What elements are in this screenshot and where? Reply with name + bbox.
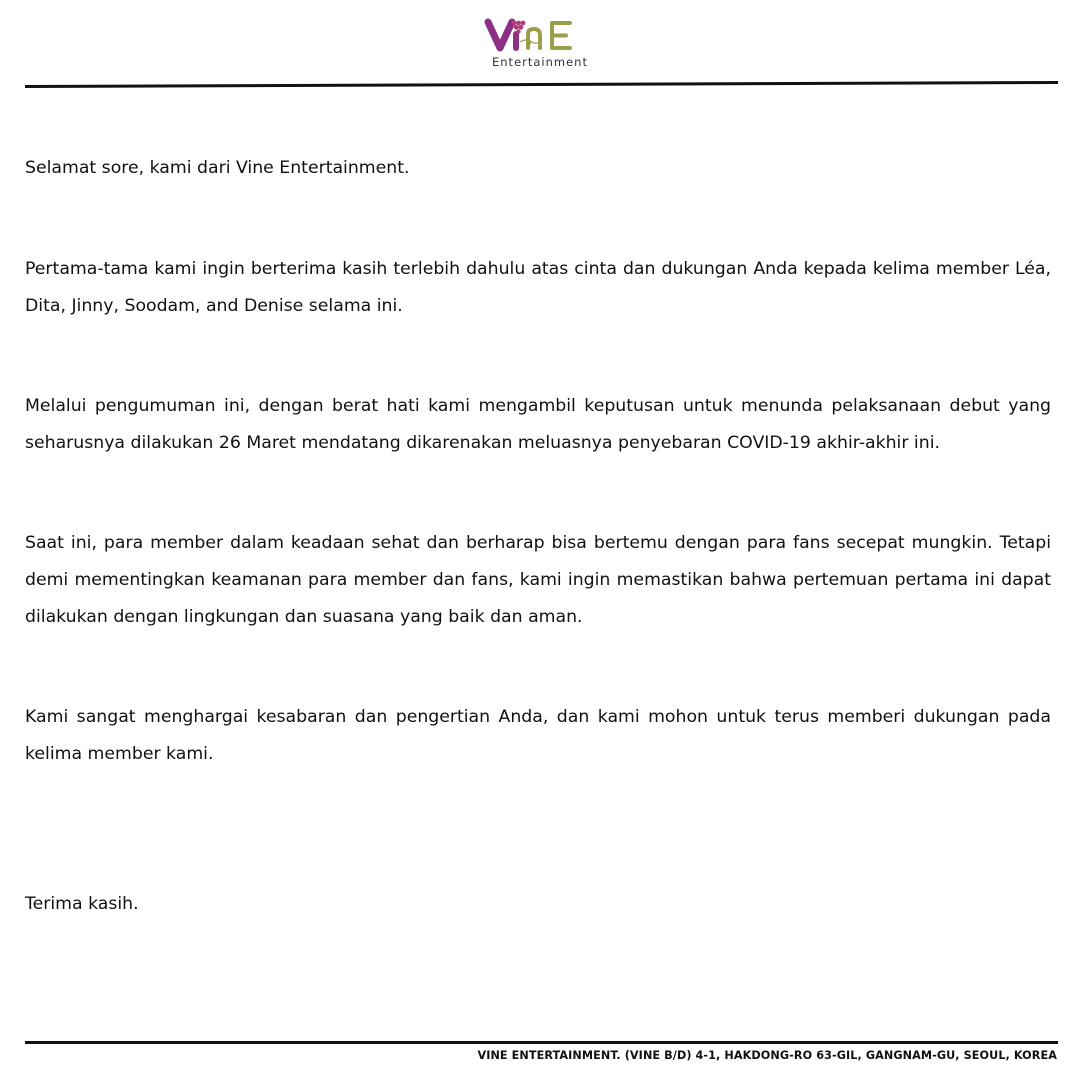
header-divider [25, 81, 1058, 88]
letterhead [0, 0, 1080, 90]
paragraph-support: Kami sangat menghargai kesabaran dan pengertian Anda, dan kami mohon untuk terus memberi dukungan pada kelima member kami. [25, 707, 1051, 764]
logo-subtitle: Entertainment [492, 55, 588, 69]
paragraph-thanks: Pertama-tama kami ingin berterima kasih terlebih dahulu atas cinta dan dukungan Anda kepada kelima member Léa, Dita, Jinny, Soodam, and Denise selama ini. [25, 259, 1051, 316]
closing: Terima kasih. [25, 894, 139, 914]
paragraph-safety: Saat ini, para member dalam keadaan sehat dan berharap bisa bertemu dengan para fans secepat mungkin. Tetapi demi mementingkan keamanan para member dan fans, kami ingin memastikan bahwa pertemuan pertama ini dapat dilakukan dengan lingkungan dan suasana yang baik dan aman. [25, 533, 1051, 627]
footer-address: VINE ENTERTAINMENT. (VINE B/D) 4-1, HAKDONG-RO 63-GIL, GANGNAM-GU, SEOUL, KOREA [477, 1049, 1057, 1062]
paragraph-postponement: Melalui pengumuman ini, dengan berat hati kami mengambil keputusan untuk menunda pelaksanaan debut yang seharusnya dilakukan 26 Maret mendatang dikarenakan meluasnya penyebaran COVID-19 akhir-akhir ini. [25, 396, 1051, 453]
footer-divider [25, 1041, 1058, 1044]
greeting: Selamat sore, kami dari Vine Entertainment. [25, 158, 410, 178]
